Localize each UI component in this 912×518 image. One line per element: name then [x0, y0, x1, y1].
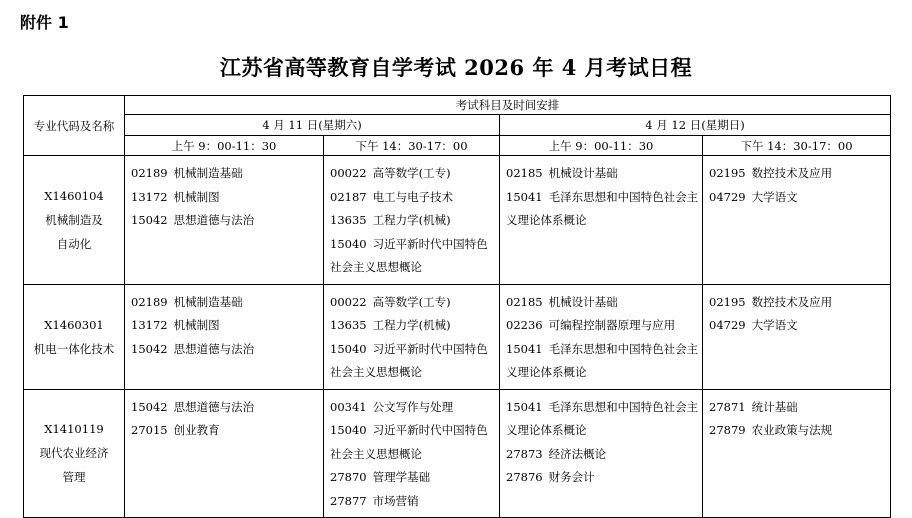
date-header-day1: 4 月 11 日(星期六)	[125, 115, 500, 136]
course-code: 04729	[709, 318, 746, 332]
course-name: 可编程控制器原理与应用	[548, 318, 676, 332]
course-entry	[330, 291, 499, 315]
session-header: 下午 14：30-17：00	[703, 136, 891, 156]
course-name: 公文写作与处理	[372, 399, 454, 414]
course-name: 机械设计基础	[548, 166, 618, 180]
course-code: 27876	[506, 470, 543, 484]
course-code: 27015	[131, 423, 168, 437]
session-header: 上午 9：00-11：30	[500, 136, 703, 156]
course-entry	[709, 396, 890, 420]
session-cell	[703, 389, 891, 518]
course-entry	[330, 338, 499, 362]
major-name: 现代农业经济	[39, 446, 109, 461]
course-name: 电工与电子技术	[372, 189, 454, 204]
course-code: 00341	[330, 399, 367, 414]
schedule-header: 考试科目及时间安排	[125, 96, 891, 115]
course-name: 机械设计基础	[548, 294, 618, 309]
course-code: 15040	[330, 341, 367, 356]
course-code: 15041	[506, 399, 543, 414]
course-code: 02185	[506, 166, 543, 180]
session-cell	[125, 284, 324, 389]
table-row	[24, 389, 891, 518]
course-entry	[131, 186, 323, 210]
course-entry	[330, 256, 499, 280]
course-entry	[330, 314, 499, 338]
course-entry	[131, 162, 323, 186]
course-code: 02185	[506, 294, 543, 309]
session-cell	[500, 156, 703, 285]
course-entry	[506, 291, 702, 315]
course-code: 27871	[709, 399, 746, 414]
course-code: 02189	[131, 294, 168, 309]
major-cell	[24, 156, 125, 285]
course-entry	[131, 209, 323, 233]
date-header-day2: 4 月 12 日(星期日)	[500, 115, 891, 136]
course-name: 义理论体系概论	[506, 365, 587, 379]
session-cell	[125, 389, 324, 518]
course-name: 经济法概论	[548, 446, 607, 461]
session-header: 下午 14：30-17：00	[324, 136, 500, 156]
major-cell	[24, 389, 125, 518]
course-name: 习近平新时代中国特色	[372, 341, 488, 356]
course-entry	[330, 396, 499, 420]
course-name: 数控技术及应用	[751, 294, 833, 309]
course-entry	[506, 162, 702, 186]
course-entry	[506, 314, 702, 338]
course-name: 社会主义思想概论	[330, 260, 422, 274]
major-cell	[24, 284, 125, 389]
course-code: 13635	[330, 213, 367, 227]
course-entry	[131, 314, 323, 338]
course-name: 高等数学(工专)	[372, 166, 451, 180]
course-code: 27877	[330, 493, 367, 508]
course-name: 毛泽东思想和中国特色社会主	[548, 341, 699, 356]
course-name: 思想道德与法治	[173, 213, 255, 227]
course-name: 机械制造基础	[173, 294, 243, 309]
course-name: 大学语文	[751, 318, 798, 332]
course-entry	[506, 443, 702, 467]
course-entry	[506, 338, 702, 362]
page-title: 江苏省高等教育自学考试 2026 年 4 月考试日程	[219, 55, 693, 80]
course-name: 机械制造基础	[173, 166, 243, 180]
course-entry	[330, 233, 499, 257]
course-name: 高等数学(工专)	[372, 294, 451, 309]
course-entry	[330, 443, 499, 467]
course-name: 统计基础	[751, 399, 798, 414]
course-entry	[330, 162, 499, 186]
course-name: 义理论体系概论	[506, 213, 587, 227]
course-code: 02195	[709, 294, 746, 309]
course-code: 27879	[709, 423, 746, 437]
course-code: 27870	[330, 470, 367, 484]
major-code: X1460301	[44, 317, 104, 332]
major-code: X1460104	[44, 188, 104, 203]
course-code: 13635	[330, 318, 367, 332]
course-code: 13172	[131, 318, 168, 332]
course-entry	[131, 419, 323, 443]
course-entry	[330, 466, 499, 490]
table-row	[24, 284, 891, 389]
course-name: 大学语文	[751, 189, 798, 204]
course-entry	[709, 314, 890, 338]
course-name: 数控技术及应用	[751, 166, 833, 180]
session-cell	[125, 156, 324, 285]
course-name: 习近平新时代中国特色	[372, 236, 488, 251]
course-name: 社会主义思想概论	[330, 446, 422, 461]
course-entry	[330, 490, 499, 514]
session-cell	[500, 389, 703, 518]
table-row	[24, 156, 891, 285]
course-code: 04729	[709, 189, 746, 204]
course-entry	[330, 361, 499, 385]
course-name: 毛泽东思想和中国特色社会主	[548, 189, 699, 204]
course-code: 15042	[131, 341, 168, 356]
course-name: 财务会计	[548, 470, 595, 484]
course-code: 15042	[131, 213, 168, 227]
course-code: 15041	[506, 189, 543, 204]
course-entry	[709, 162, 890, 186]
course-entry	[131, 338, 323, 362]
schedule-body	[24, 156, 891, 518]
course-entry	[709, 419, 890, 443]
course-name: 工程力学(机械)	[372, 318, 451, 332]
course-name: 农业政策与法规	[751, 423, 833, 437]
course-entry	[330, 186, 499, 210]
course-entry	[506, 209, 702, 233]
course-entry	[506, 361, 702, 385]
course-code: 02236	[506, 318, 543, 332]
session-cell	[324, 284, 500, 389]
course-entry	[330, 209, 499, 233]
course-entry	[131, 396, 323, 420]
major-name: 管理	[62, 470, 86, 485]
course-entry	[506, 466, 702, 490]
course-code: 15040	[330, 423, 367, 437]
session-cell	[703, 284, 891, 389]
course-name: 机械制图	[173, 189, 220, 204]
course-entry	[709, 186, 890, 210]
session-cell	[324, 156, 500, 285]
course-entry	[506, 396, 702, 420]
course-code: 00022	[330, 294, 367, 309]
course-name: 思想道德与法治	[173, 399, 255, 414]
session-header: 上午 9：00-11：30	[125, 136, 324, 156]
course-name: 义理论体系概论	[506, 423, 587, 437]
major-code: X1410119	[44, 422, 104, 437]
course-name: 思想道德与法治	[173, 341, 255, 356]
course-code: 13172	[131, 189, 168, 204]
course-name: 社会主义思想概论	[330, 365, 422, 379]
course-code: 02195	[709, 166, 746, 180]
session-cell	[500, 284, 703, 389]
course-entry	[131, 291, 323, 315]
course-name: 管理学基础	[372, 470, 431, 484]
course-entry	[506, 186, 702, 210]
course-name: 市场营销	[372, 493, 419, 508]
course-name: 毛泽东思想和中国特色社会主	[548, 399, 699, 414]
course-code: 02187	[330, 189, 367, 204]
course-code: 27873	[506, 446, 543, 461]
course-name: 工程力学(机械)	[372, 213, 451, 227]
course-code: 15042	[131, 399, 168, 414]
course-entry	[330, 419, 499, 443]
attachment-label: 附件 1	[20, 13, 69, 32]
major-name: 机械制造及	[45, 212, 103, 227]
course-name: 机械制图	[173, 318, 220, 332]
session-cell	[703, 156, 891, 285]
course-entry	[506, 419, 702, 443]
course-code: 02189	[131, 166, 168, 180]
exam-schedule-table	[23, 95, 891, 518]
course-entry	[709, 291, 890, 315]
course-name: 创业教育	[173, 423, 220, 437]
course-code: 15041	[506, 341, 543, 356]
session-cell	[324, 389, 500, 518]
major-name: 自动化	[56, 236, 92, 251]
major-name: 机电一体化技术	[33, 341, 115, 356]
course-name: 习近平新时代中国特色	[372, 423, 488, 437]
course-code: 00022	[330, 166, 367, 180]
course-code: 15040	[330, 236, 367, 251]
major-column-header: 专业代码及名称	[24, 96, 125, 156]
